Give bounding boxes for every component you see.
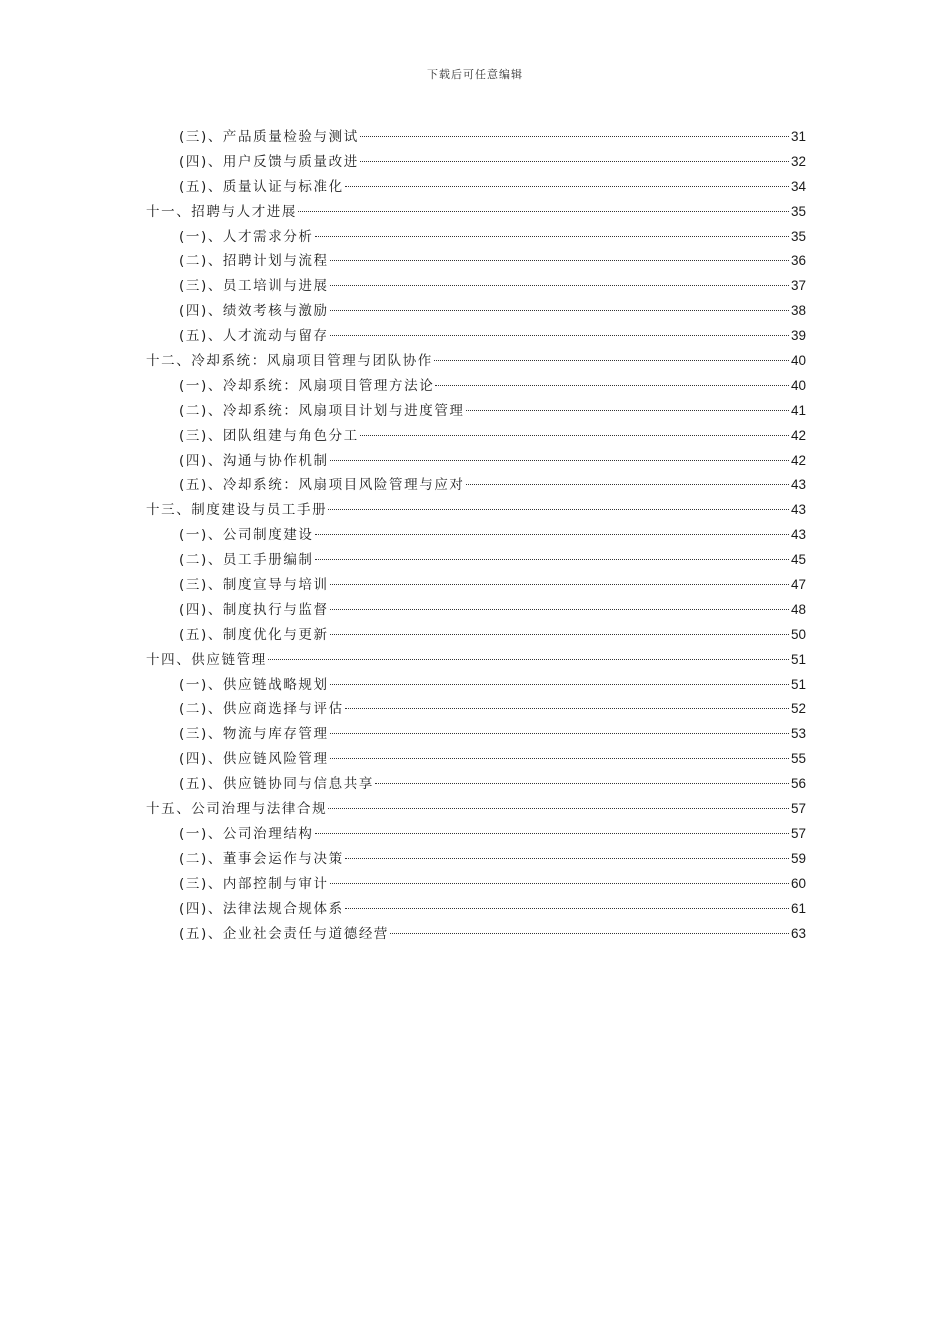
toc-dot-leader bbox=[330, 285, 789, 286]
toc-dot-leader bbox=[360, 435, 789, 436]
toc-chapter-entry[interactable] bbox=[146, 200, 806, 225]
toc-entry-label: (三)、物流与库存管理 bbox=[179, 726, 329, 743]
toc-section-entry[interactable] bbox=[146, 548, 806, 573]
toc-entry-label: (三)、员工培训与进展 bbox=[179, 278, 329, 295]
toc-page-number: 57 bbox=[790, 825, 806, 841]
toc-page-number: 47 bbox=[790, 577, 806, 593]
toc-dot-leader bbox=[375, 783, 789, 784]
toc-section-entry[interactable] bbox=[146, 249, 806, 274]
toc-section-entry[interactable] bbox=[146, 573, 806, 598]
toc-entry-label: (三)、产品质量检验与测试 bbox=[179, 129, 359, 145]
toc-chapter-entry[interactable] bbox=[146, 349, 806, 374]
toc-page-number: 31 bbox=[790, 129, 806, 144]
table-of-contents bbox=[146, 125, 806, 946]
toc-dot-leader bbox=[360, 161, 789, 162]
toc-dot-leader bbox=[390, 933, 789, 934]
toc-page-number: 35 bbox=[790, 203, 806, 219]
toc-dot-leader bbox=[330, 584, 789, 585]
toc-dot-leader bbox=[345, 908, 789, 909]
toc-page-number: 43 bbox=[790, 477, 806, 493]
toc-entry-label: (五)、人才流动与留存 bbox=[179, 328, 329, 345]
toc-dot-leader bbox=[330, 634, 789, 635]
toc-dot-leader bbox=[330, 609, 789, 610]
toc-entry-label: (五)、冷却系统：风扇项目风险管理与应对 bbox=[179, 477, 465, 494]
toc-dot-leader bbox=[360, 136, 789, 137]
toc-entry-label: (二)、员工手册编制 bbox=[179, 552, 314, 569]
toc-section-entry[interactable] bbox=[146, 424, 806, 449]
toc-dot-leader bbox=[466, 484, 789, 485]
toc-dot-leader bbox=[330, 260, 789, 261]
toc-section-entry[interactable] bbox=[146, 747, 806, 772]
toc-dot-leader bbox=[328, 509, 789, 510]
toc-page-number: 51 bbox=[790, 651, 806, 667]
toc-dot-leader bbox=[330, 460, 789, 461]
toc-section-entry[interactable] bbox=[146, 623, 806, 648]
toc-page-number: 59 bbox=[790, 850, 806, 866]
toc-chapter-entry[interactable] bbox=[146, 648, 806, 673]
toc-page-number: 61 bbox=[790, 900, 806, 916]
toc-entry-label: (四)、制度执行与监督 bbox=[179, 601, 329, 618]
toc-section-entry[interactable] bbox=[146, 598, 806, 623]
toc-page-number: 40 bbox=[790, 377, 806, 393]
toc-page-number: 42 bbox=[790, 452, 806, 468]
toc-page-number: 36 bbox=[790, 253, 806, 269]
toc-entry-label: (五)、企业社会责任与道德经营 bbox=[179, 925, 390, 942]
toc-section-entry[interactable] bbox=[146, 722, 806, 747]
toc-entry-label: (二)、董事会运作与决策 bbox=[179, 850, 344, 867]
toc-entry-label: (一)、人才需求分析 bbox=[179, 228, 314, 245]
toc-dot-leader bbox=[345, 708, 789, 709]
toc-page-number: 60 bbox=[790, 875, 806, 891]
toc-page-number: 43 bbox=[790, 502, 806, 518]
toc-dot-leader bbox=[345, 858, 789, 859]
toc-entry-label: (四)、沟通与协作机制 bbox=[179, 452, 329, 469]
toc-entry-label: (一)、冷却系统：风扇项目管理方法论 bbox=[179, 377, 435, 394]
toc-page-number: 56 bbox=[790, 776, 806, 792]
toc-section-entry[interactable] bbox=[146, 175, 806, 200]
toc-section-entry[interactable] bbox=[146, 150, 806, 175]
toc-page-number: 63 bbox=[790, 925, 806, 941]
header-note: 下载后可任意编辑 bbox=[427, 68, 523, 81]
toc-dot-leader bbox=[315, 236, 789, 237]
toc-entry-label: (三)、团队组建与角色分工 bbox=[179, 427, 359, 444]
toc-section-entry[interactable] bbox=[146, 125, 806, 150]
toc-dot-leader bbox=[330, 684, 789, 685]
toc-page-number: 34 bbox=[790, 178, 806, 194]
toc-entry-label: (四)、用户反馈与质量改进 bbox=[179, 153, 359, 170]
toc-entry-label: 十四、供应链管理 bbox=[146, 651, 267, 668]
toc-section-entry[interactable] bbox=[146, 374, 806, 399]
toc-page-number: 42 bbox=[790, 427, 806, 443]
toc-dot-leader bbox=[435, 385, 789, 386]
toc-section-entry[interactable] bbox=[146, 225, 806, 250]
toc-section-entry[interactable] bbox=[146, 922, 806, 947]
toc-entry-label: (二)、招聘计划与流程 bbox=[179, 253, 329, 270]
toc-dot-leader bbox=[330, 733, 789, 734]
toc-page-number: 39 bbox=[790, 328, 806, 344]
toc-section-entry[interactable] bbox=[146, 822, 806, 847]
toc-page-number: 41 bbox=[790, 402, 806, 418]
toc-entry-label: (五)、供应链协同与信息共享 bbox=[179, 776, 374, 793]
toc-page-number: 32 bbox=[790, 153, 806, 169]
toc-dot-leader bbox=[330, 883, 789, 884]
toc-chapter-entry[interactable] bbox=[146, 498, 806, 523]
toc-entry-label: (二)、冷却系统：风扇项目计划与进度管理 bbox=[179, 402, 465, 419]
toc-page-number: 57 bbox=[790, 801, 806, 817]
toc-entry-label: 十三、制度建设与员工手册 bbox=[146, 502, 328, 519]
toc-entry-label: (三)、制度宣导与培训 bbox=[179, 577, 329, 594]
toc-entry-label: 十一、招聘与人才进展 bbox=[146, 203, 297, 220]
toc-entry-label: (三)、内部控制与审计 bbox=[179, 875, 329, 892]
toc-dot-leader bbox=[315, 534, 789, 535]
toc-page-number: 35 bbox=[790, 228, 806, 244]
toc-dot-leader bbox=[330, 310, 789, 311]
toc-page-number: 45 bbox=[790, 552, 806, 568]
toc-section-entry[interactable] bbox=[146, 449, 806, 474]
toc-dot-leader bbox=[315, 559, 789, 560]
toc-dot-leader bbox=[268, 659, 789, 660]
toc-entry-label: (五)、质量认证与标准化 bbox=[179, 178, 344, 195]
toc-section-entry[interactable] bbox=[146, 697, 806, 722]
toc-entry-label: (四)、供应链风险管理 bbox=[179, 751, 329, 768]
toc-entry-label: (一)、公司治理结构 bbox=[179, 825, 314, 842]
toc-section-entry[interactable] bbox=[146, 324, 806, 349]
toc-section-entry[interactable] bbox=[146, 299, 806, 324]
toc-page-number: 38 bbox=[790, 303, 806, 319]
toc-entry-label: 十二、冷却系统：风扇项目管理与团队协作 bbox=[146, 353, 433, 370]
toc-entry-label: (五)、制度优化与更新 bbox=[179, 626, 329, 643]
toc-entry-label: (一)、公司制度建设 bbox=[179, 527, 314, 544]
toc-dot-leader bbox=[330, 335, 789, 336]
toc-section-entry[interactable] bbox=[146, 473, 806, 498]
toc-dot-leader bbox=[330, 758, 789, 759]
toc-chapter-entry[interactable] bbox=[146, 797, 806, 822]
toc-page-number: 48 bbox=[790, 601, 806, 617]
toc-entry-label: (二)、供应商选择与评估 bbox=[179, 701, 344, 718]
toc-section-entry[interactable] bbox=[146, 847, 806, 872]
toc-entry-label: (四)、绩效考核与激励 bbox=[179, 303, 329, 320]
toc-page-number: 55 bbox=[790, 751, 806, 767]
toc-page-number: 51 bbox=[790, 676, 806, 692]
toc-page-number: 50 bbox=[790, 626, 806, 642]
toc-entry-label: (一)、供应链战略规划 bbox=[179, 676, 329, 693]
toc-page-number: 43 bbox=[790, 527, 806, 543]
toc-entry-label: 十五、公司治理与法律合规 bbox=[146, 801, 328, 818]
toc-section-entry[interactable] bbox=[146, 772, 806, 797]
toc-dot-leader bbox=[466, 410, 789, 411]
toc-page-number: 40 bbox=[790, 353, 806, 369]
toc-page-number: 53 bbox=[790, 726, 806, 742]
toc-dot-leader bbox=[434, 360, 789, 361]
toc-section-entry[interactable] bbox=[146, 673, 806, 698]
toc-section-entry[interactable] bbox=[146, 523, 806, 548]
toc-entry-label: (四)、法律法规合规体系 bbox=[179, 900, 344, 917]
toc-section-entry[interactable] bbox=[146, 399, 806, 424]
toc-page-number: 37 bbox=[790, 278, 806, 294]
toc-page-number: 52 bbox=[790, 701, 806, 717]
toc-dot-leader bbox=[298, 211, 789, 212]
toc-dot-leader bbox=[345, 186, 789, 187]
toc-dot-leader bbox=[328, 808, 789, 809]
toc-section-entry[interactable] bbox=[146, 897, 806, 922]
toc-section-entry[interactable] bbox=[146, 274, 806, 299]
toc-dot-leader bbox=[315, 833, 789, 834]
toc-section-entry[interactable] bbox=[146, 872, 806, 897]
